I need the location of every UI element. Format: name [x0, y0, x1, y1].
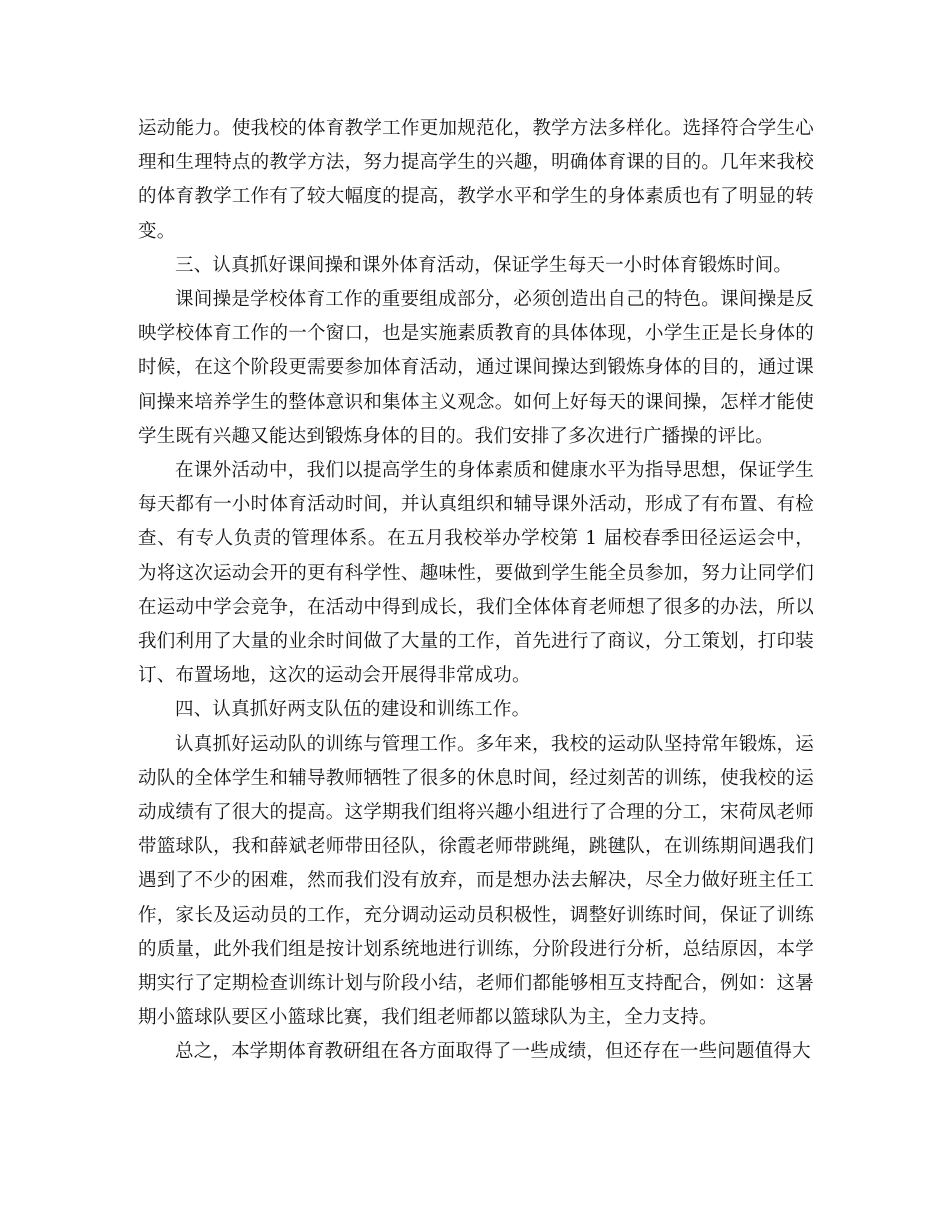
- document-body: [138, 112, 814, 1070]
- section-heading-three: 三、认真抓好课间操和课外体育活动，保证学生每天一小时体育锻炼时间。: [175, 254, 793, 276]
- paragraph-extracurricular: 在课外活动中，我们以提高学生的身体素质和健康水平为指导思想，保证学生每天都有一小时体育活动时间，并认真组织和辅导课外活动，形成了有布置、有检查、有专人负责的管理体系。在五月我校举办学校第 1 届校春季田径运运会中，为将这次运动会开的更有科学性、趣味性，要做到学生能全员参加，努力让同学们在运动中学会竞争，在活动中得到成长，我们全体体育老师想了很多的办法，所以我们利用了大量的业余时间做了大量的工作，首先进行了商议，分工策划，打印装订、布置场地，这次的运动会开展得非常成功。: [138, 460, 814, 687]
- paragraph-continuation: 运动能力。使我校的体育教学工作更加规范化，教学方法多样化。选择符合学生心理和生理特点的教学方法，努力提高学生的兴趣，明确体育课的目的。几年来我校的体育教学工作有了较大幅度的提高，教学水平和学生的身体素质也有了明显的转变。: [138, 118, 814, 242]
- section-heading-four: 四、认真抓好两支队伍的建设和训练工作。: [175, 699, 531, 721]
- paragraph-team-training: 认真抓好运动队的训练与管理工作。多年来，我校的运动队坚持常年锻炼，运动队的全体学生和辅导教师牺牲了很多的休息时间，经过刻苦的训练，使我校的运动成绩有了很大的提高。这学期我们组将兴趣小组进行了合理的分工，宋荷凤老师带篮球队，我和薛斌老师带田径队，徐霞老师带跳绳，跳毽队，在训练期间遇我们遇到了不少的困难，然而我们没有放弃，而是想办法去解决，尽全力做好班主任工作，家长及运动员的工作，充分调动运动员积极性，调整好训练时间，保证了训练的质量，此外我们组是按计划系统地进行训练，分阶段进行分析，总结原因，本学期实行了定期检查训练计划与阶段小结，老师们都能够相互支持配合，例如：这暑期小篮球队要区小篮球比赛，我们组老师都以篮球队为主，全力支持。: [138, 733, 814, 1029]
- paragraph-summary: 总之，本学期体育教研组在各方面取得了一些成绩，但还存在一些问题值得大: [175, 1041, 811, 1063]
- paragraph-recess-exercise: 课间操是学校体育工作的重要组成部分，必须创造出自己的特色。课间操是反映学校体育工作的一个窗口，也是实施素质教育的具体体现，小学生正是长身体的时候，在这个阶段更需要参加体育活动，通过课间操达到锻炼身体的目的，通过课间操来培养学生的整体意识和集体主义观念。如何上好每天的课间操，怎样才能使学生既有兴趣又能达到锻炼身体的目的。我们安排了多次进行广播操的评比。: [138, 289, 814, 447]
